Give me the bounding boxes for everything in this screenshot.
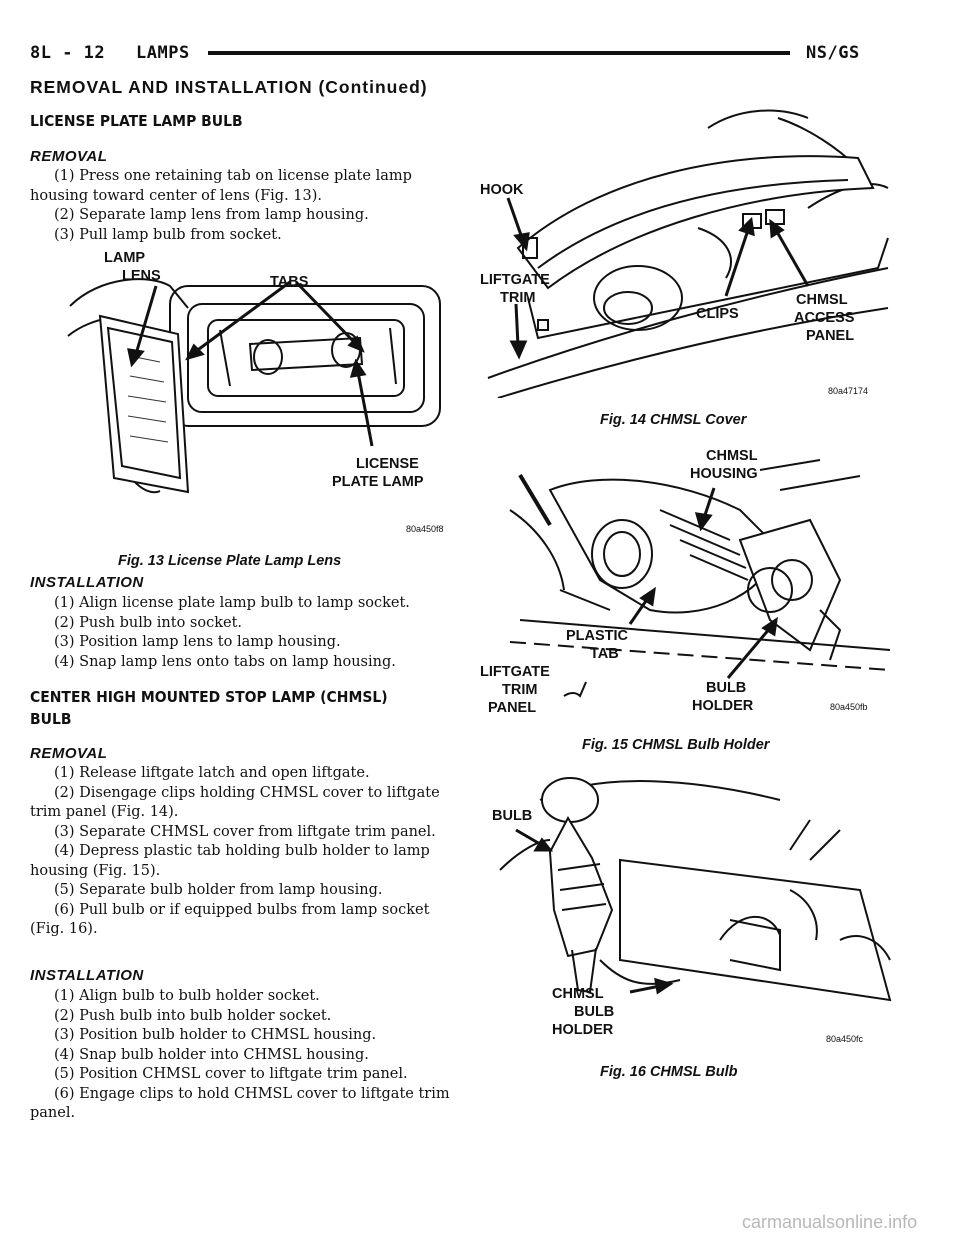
step: (1) Align license plate lamp bulb to lamp socket. xyxy=(54,595,410,611)
model-code: NS/GS xyxy=(806,43,860,63)
label-license: LICENSE xyxy=(356,456,419,472)
step: (1) Release liftgate latch and open liftgate. xyxy=(54,765,370,781)
step: (1) Press one retaining tab on license plate lamp housing toward center of lens (Fig. 13). xyxy=(30,168,412,204)
chmsl-installation-steps xyxy=(30,987,462,1124)
fig13-caption: Fig. 13 License Plate Lamp Lens xyxy=(118,553,342,569)
page-number: 8L - 12 xyxy=(30,43,106,63)
step: (2) Separate lamp lens from lamp housing. xyxy=(54,207,369,223)
step: (4) Depress plastic tab holding bulb holder to lamp housing (Fig. 15). xyxy=(30,843,430,879)
step: (4) Snap bulb holder into CHMSL housing. xyxy=(54,1046,369,1063)
step: (3) Separate CHMSL cover from liftgate trim panel. xyxy=(54,823,436,840)
label-panel: PANEL xyxy=(488,700,537,716)
license-removal-steps xyxy=(30,167,462,245)
fig14-illustration xyxy=(478,98,898,398)
label-bulb: BULB xyxy=(492,808,533,824)
fig15-caption: Fig. 15 CHMSL Bulb Holder xyxy=(582,737,770,753)
label-bulb-2: BULB xyxy=(574,1004,615,1020)
fig16-caption: Fig. 16 CHMSL Bulb xyxy=(600,1064,738,1080)
figure-code: 80a47174 xyxy=(828,386,869,396)
removal-heading: REMOVAL xyxy=(30,148,108,165)
label-liftgate: LIFTGATE xyxy=(480,664,550,680)
label-trim: TRIM xyxy=(500,290,536,306)
chmsl-title-line2: BULB xyxy=(30,710,72,728)
fig13-illustration xyxy=(60,246,460,546)
label-housing: HOUSING xyxy=(690,466,758,482)
fig14-caption: Fig. 14 CHMSL Cover xyxy=(600,412,747,428)
label-trim: TRIM xyxy=(502,682,538,698)
step: (2) Push bulb into bulb holder socket. xyxy=(54,1007,332,1024)
label-clips: CLIPS xyxy=(696,306,739,322)
chapter-title: LAMPS xyxy=(136,43,190,63)
fig16-illustration xyxy=(480,760,900,1060)
step: (6) Pull bulb or if equipped bulbs from lamp socket (Fig. 16). xyxy=(30,901,430,937)
label-hook: HOOK xyxy=(480,182,524,198)
installation-heading: INSTALLATION xyxy=(30,967,144,984)
chmsl-removal-steps xyxy=(30,764,462,940)
label-chmsl: CHMSL xyxy=(706,448,758,464)
label-panel: PANEL xyxy=(806,328,855,344)
chmsl-title-line1: CENTER HIGH MOUNTED STOP LAMP (CHMSL) xyxy=(30,688,388,706)
label-tab: TAB xyxy=(590,646,619,662)
label-chmsl: CHMSL xyxy=(796,292,848,308)
step: (5) Position CHMSL cover to liftgate trim panel. xyxy=(54,1066,408,1082)
label-plate-lamp: PLATE LAMP xyxy=(332,474,424,490)
license-plate-title: LICENSE PLATE LAMP BULB xyxy=(30,112,243,130)
step: (5) Separate bulb holder from lamp housing. xyxy=(54,882,383,898)
step: (2) Push bulb into socket. xyxy=(54,614,243,631)
label-lens: LENS xyxy=(122,268,161,284)
fig15-illustration xyxy=(480,430,900,730)
label-liftgate: LIFTGATE xyxy=(480,272,550,288)
label-tabs: TABS xyxy=(270,274,309,290)
step: (3) Position bulb holder to CHMSL housing. xyxy=(54,1027,377,1043)
label-plastic: PLASTIC xyxy=(566,628,629,644)
step: (3) Position lamp lens to lamp housing. xyxy=(54,634,341,650)
label-holder: HOLDER xyxy=(692,698,754,714)
watermark: carmanualsonline.info xyxy=(742,1212,918,1232)
removal-heading: REMOVAL xyxy=(30,745,108,762)
label-access: ACCESS xyxy=(794,310,855,326)
step: (4) Snap lamp lens onto tabs on lamp housing. xyxy=(54,653,396,670)
license-installation-steps xyxy=(30,594,462,672)
continued-heading: REMOVAL AND INSTALLATION (Continued) xyxy=(30,77,428,97)
step: (3) Pull lamp bulb from socket. xyxy=(54,226,282,243)
label-lamp: LAMP xyxy=(104,250,146,266)
figure-code: 80a450fc xyxy=(826,1034,864,1044)
label-bulb: BULB xyxy=(706,680,747,696)
step: (6) Engage clips to hold CHMSL cover to liftgate trim panel. xyxy=(30,1085,450,1121)
figure-code: 80a450f8 xyxy=(406,524,444,534)
step: (1) Align bulb to bulb holder socket. xyxy=(54,988,320,1004)
step: (2) Disengage clips holding CHMSL cover to liftgate trim panel (Fig. 14). xyxy=(30,784,440,820)
installation-heading: INSTALLATION xyxy=(30,574,144,591)
header-rule xyxy=(208,51,790,55)
label-holder: HOLDER xyxy=(552,1022,614,1038)
figure-code: 80a450fb xyxy=(830,702,868,712)
label-chmsl: CHMSL xyxy=(552,986,604,1002)
